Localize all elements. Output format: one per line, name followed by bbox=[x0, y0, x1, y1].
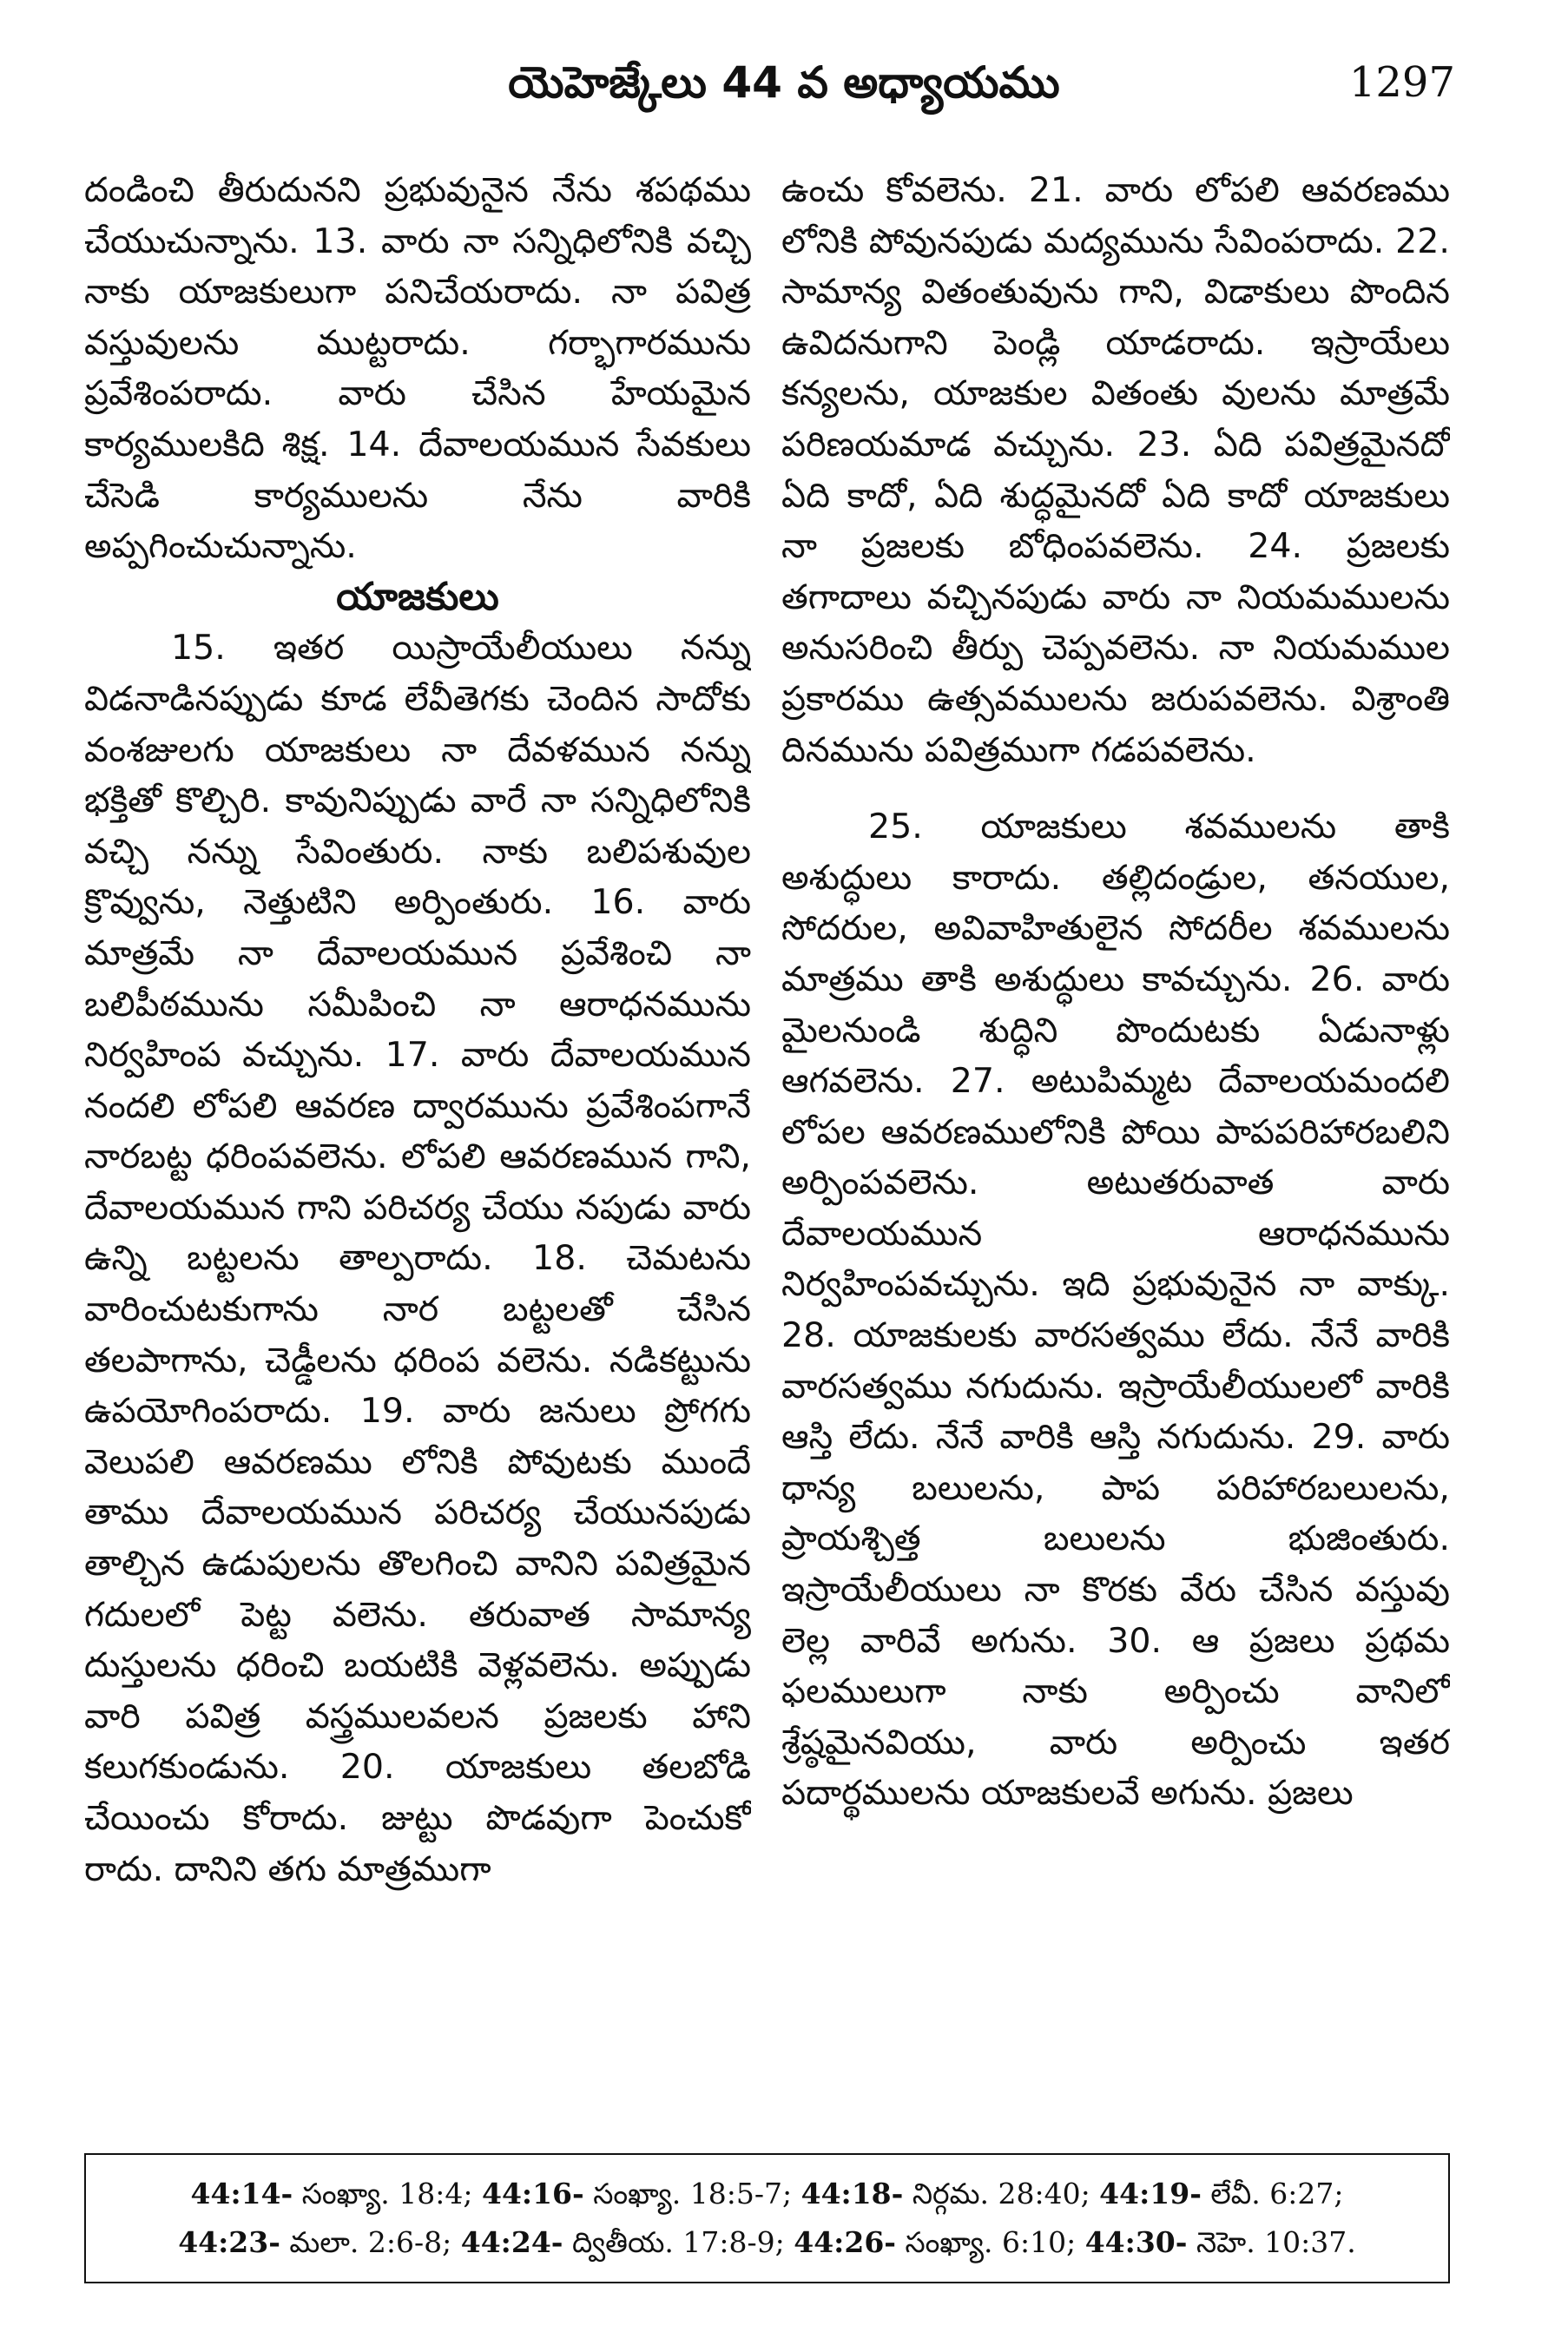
section-heading: యాజకులు bbox=[336, 574, 499, 619]
reference-text: నిర్గమ. 28:40; bbox=[903, 2177, 1100, 2210]
paragraph: 25. యాజకులు శవములను తాకి అశుద్ధులు కారాదు. తల్లిదండ్రుల, తనయుల, సోదరుల, అవివాహితులైన సోదరీల శవములను మాత్రము తాకి అశుద్ధులు కావచ్చును. 26. వారు మైలనుండి శుద్ధిని పొందుటకు ఏడునాళ్లు ఆగవలెను. 27. అటుపిమ్మట దేవాలయమందలి లోపల ఆవరణములోనికి పోయి పాపపరిహారబలిని అర్పింపవలెను. అటుతరువాత వారు దేవాలయమున ఆరాధనమును నిర్వహింపవచ్చును. ఇది ప్రభువునైన నా వాక్కు. 28. యాజకులకు వారసత్వము లేదు. నేనే వారికి వారసత్వము నగుదును. ఇస్రాయేలీయులలో వారికి ఆస్తి లేదు. నేనే వారికి ఆస్తి నగుదును. 29. వారు ధాన్య బలులను, పాప పరిహారబలులను, ప్రాయశ్చిత్త బలులను భుజింతురు. ఇస్రాయేలీయులు నా కొరకు వేరు చేసిన వస్తువు లెల్ల వారివే అగును. 30. ఆ ప్రజలు ప్రథమ ఫలములుగా నాకు అర్పించు వానిలో శ్రేష్ఠమైనవియు, వారు అర్పించు ఇతర పదార్థములను యాజకులవే అగును. ప్రజలు bbox=[781, 807, 1450, 1814]
reference-text: లేవీ. 6:27; bbox=[1201, 2177, 1344, 2210]
reference-verse: 44:19- bbox=[1099, 2177, 1202, 2210]
reference-verse: 44:18- bbox=[800, 2177, 904, 2210]
reference-verse: 44:23- bbox=[178, 2225, 280, 2259]
reference-text: సంఖ్యా. 18:5-7; bbox=[583, 2177, 801, 2210]
cross-references-box bbox=[84, 2153, 1450, 2283]
reference-verse: 44:30- bbox=[1084, 2225, 1188, 2259]
reference-verse: 44:16- bbox=[481, 2177, 584, 2210]
references-line bbox=[191, 2170, 1344, 2218]
reference-text: మలా. 2:6-8; bbox=[280, 2225, 461, 2259]
right-column bbox=[781, 165, 1450, 2144]
references-line bbox=[178, 2218, 1356, 2267]
reference-text: సంఖ్యా. 6:10; bbox=[895, 2225, 1085, 2259]
reference-verse: 44:14- bbox=[190, 2177, 293, 2210]
chapter-title: యెహెజ్కేలు 44 వ అధ్యాయము bbox=[508, 57, 1060, 108]
reference-verse: 44:24- bbox=[460, 2225, 563, 2259]
reference-text: సంఖ్యా. 18:4; bbox=[293, 2177, 482, 2210]
page-number: 1297 bbox=[1348, 58, 1455, 107]
page-header bbox=[0, 35, 1568, 130]
paragraph: దండించి తీరుదునని ప్రభువునైన నేను శపథము చేయుచున్నాను. 13. వారు నా సన్నిధిలోనికి వచ్చి నాకు యాజకులుగా పనిచేయరాదు. నా పవిత్ర వస్తువులను ముట్టరాదు. గర్భాగారమును ప్రవేశింపరాదు. వారు చేసిన హేయమైన కార్యములకిది శిక్ష. 14. దేవాలయమున సేవకులు చేసెడి కార్యములను నేను వారికి అప్పగించుచున్నాను. bbox=[84, 170, 751, 567]
reference-verse: 44:26- bbox=[794, 2225, 896, 2259]
left-column bbox=[84, 165, 751, 2144]
paragraph: 15. ఇతర యిస్రాయేలీయులు నన్ను విడనాడినప్పుడు కూడ లేవీతెగకు చెందిన సాదోకు వంశజులగు యాజకులు నా దేవళమున నన్ను భక్తితో కొల్చిరి. కావునిప్పుడు వారే నా సన్నిధిలోనికి వచ్చి నన్ను సేవింతురు. నాకు బలిపశువుల క్రొవ్వును, నెత్తుటిని అర్పింతురు. 16. వారు మాత్రమే నా దేవాలయమున ప్రవేశించి నా బలిపీఠమును సమీపించి నా ఆరాధనమును నిర్వహింప వచ్చును. 17. వారు దేవాలయమున నందలి లోపలి ఆవరణ ద్వారమును ప్రవేశింపగానే నారబట్ట ధరింపవలెను. లోపలి ఆవరణమున గాని, దేవాలయమున గాని పరిచర్య చేయు నపుడు వారు ఉన్ని బట్టలను తాల్పరాదు. 18. చెమటను వారించుటకుగాను నార బట్టలతో చేసిన తలపాగాను, చెడ్డీలను ధరింప వలెను. నడికట్టును ఉపయోగింపరాదు. 19. వారు జనులు ప్రోగగు వెలుపలి ఆవరణము లోనికి పోవుటకు ముందే తాము దేవాలయమున పరిచర్య చేయునపుడు తాల్చిన ఉడుపులను తొలగించి వానిని పవిత్రమైన గదులలో పెట్ట వలెను. తరువాత సామాన్య దుస్తులను ధరించి బయటికి వెళ్లవలెను. అప్పుడు వారి పవిత్ర వస్త్రములవలన ప్రజలకు హాని కలుగకుండును. 20. యాజకులు తలబోడి చేయించు కోరాదు. జుట్టు పొడవుగా పెంచుకో రాదు. దానిని తగు మాత్రముగా bbox=[84, 628, 751, 1889]
reference-text: నెహె. 10:37. bbox=[1187, 2225, 1356, 2259]
reference-text: ద్వితీయ. 17:8-9; bbox=[563, 2225, 794, 2259]
paragraph: ఉంచు కోవలెను. 21. వారు లోపలి ఆవరణము లోనికి పోవునపుడు మద్యమును సేవింపరాదు. 22. సామాన్య వితంతువును గాని, విడాకులు పొందిన ఉవిదనుగాని పెండ్లి యాడరాదు. ఇస్రాయేలు కన్యలను, యాజకుల వితంతు వులను మాత్రమే పరిణయమాడ వచ్చును. 23. ఏది పవిత్రమైనదో ఏది కాదో, ఏది శుద్ధమైనదో ఏది కాదో యాజకులు నా ప్రజలకు బోధింపవలెను. 24. ప్రజలకు తగాదాలు వచ్చినపుడు వారు నా నియమములను అనుసరించి తీర్పు చెప్పవలెను. నా నియమముల ప్రకారము ఉత్సవములను జరుపవలెను. విశ్రాంతి దినమును పవిత్రముగా గడపవలెను. bbox=[781, 170, 1450, 770]
